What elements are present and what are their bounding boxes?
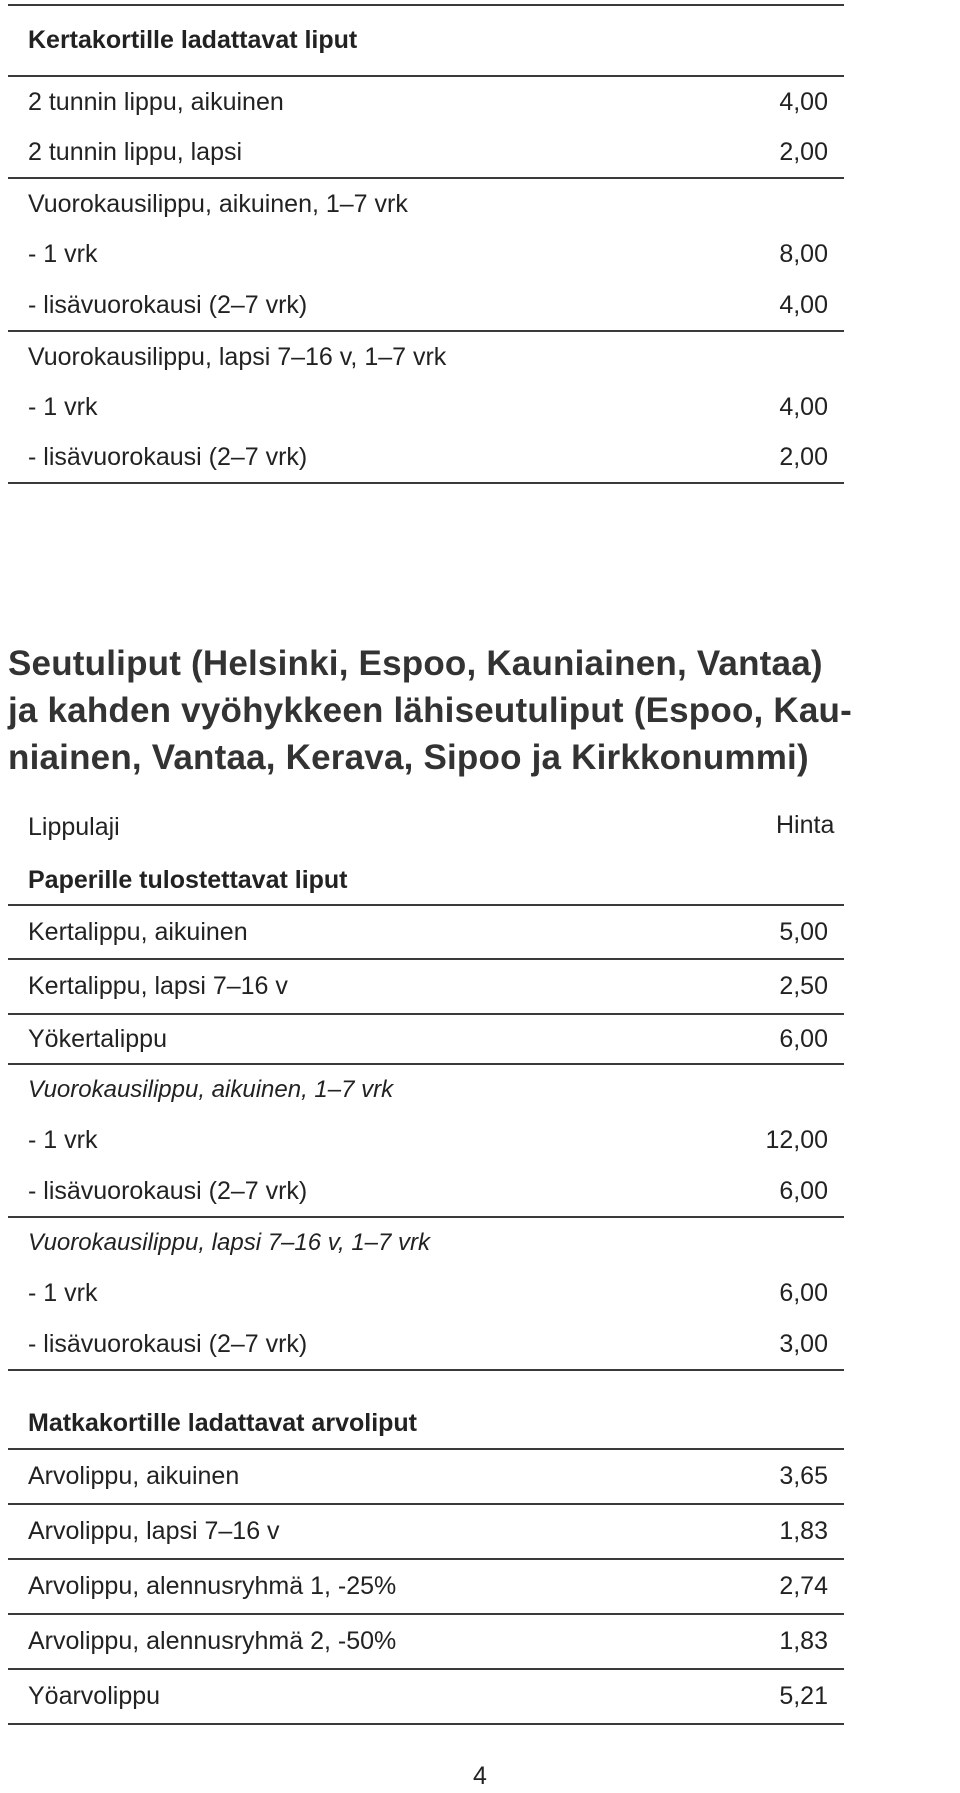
paper-tickets-table: [8, 856, 844, 1371]
row-label: Vuorokausilippu, aikuinen, 1–7 vrk: [28, 1076, 394, 1103]
row-label: - lisävuorokausi (2–7 vrk): [28, 290, 308, 319]
column-label-price: Hinta: [776, 811, 835, 839]
row-label: Yökertalippu: [28, 1024, 167, 1053]
price-row: [8, 960, 844, 1013]
row-price: 4,00: [779, 87, 828, 116]
price-row: [8, 382, 844, 432]
row-price: 5,21: [779, 1682, 828, 1710]
row-label: 2 tunnin lippu, aikuinen: [28, 87, 284, 116]
price-row: [8, 1670, 844, 1723]
row-label: - 1 vrk: [28, 1126, 98, 1154]
price-row: [8, 1319, 844, 1369]
row-price: 2,50: [779, 972, 828, 1000]
row-price: 5,00: [779, 917, 828, 946]
row-price: 12,00: [765, 1126, 828, 1154]
section-heading: Paperille tulostettavat liput: [28, 865, 348, 894]
row-price: 4,00: [779, 290, 828, 319]
row-label: Kertalippu, lapsi 7–16 v: [28, 972, 288, 1000]
row-price: 8,00: [779, 240, 828, 268]
row-price: 2,00: [779, 137, 828, 166]
price-row: [8, 77, 844, 127]
row-label: 2 tunnin lippu, lapsi: [28, 137, 243, 166]
row-label: Arvolippu, alennusryhmä 1, -25%: [28, 1572, 397, 1600]
row-label: Arvolippu, lapsi 7–16 v: [28, 1517, 280, 1545]
group-row: [8, 1218, 844, 1268]
table-rule: [8, 1723, 844, 1725]
row-label: - 1 vrk: [28, 392, 98, 421]
row-label: - 1 vrk: [28, 240, 98, 268]
price-row: [8, 127, 844, 177]
price-row: [8, 1115, 844, 1166]
row-label: Arvolippu, aikuinen: [28, 1462, 240, 1490]
row-label: Yöarvolippu: [28, 1682, 161, 1710]
row-label: - lisävuorokausi (2–7 vrk): [28, 442, 308, 471]
row-label: Vuorokausilippu, aikuinen, 1–7 vrk: [28, 189, 408, 218]
price-row: [8, 280, 844, 330]
travel-card-value-table: [8, 1398, 844, 1725]
price-row: [8, 1015, 844, 1063]
row-label: - lisävuorokausi (2–7 vrk): [28, 1176, 308, 1205]
price-row: [8, 1505, 844, 1558]
page-number: 4: [473, 1762, 487, 1790]
group-row: [8, 1065, 844, 1115]
row-price: 6,00: [779, 1176, 828, 1205]
row-price: 2,74: [779, 1572, 828, 1600]
row-price: 2,00: [779, 442, 828, 471]
row-label: Vuorokausilippu, lapsi 7–16 v, 1–7 vrk: [28, 1229, 431, 1256]
title-line: ja kahden vyöhykkeen lähiseutuliput (Espoo, Kau-: [8, 691, 852, 730]
title-line: Seutuliput (Helsinki, Espoo, Kauniainen, Vantaa): [8, 644, 823, 683]
row-label: - lisävuorokausi (2–7 vrk): [28, 1329, 308, 1358]
row-label: Kertalippu, aikuinen: [28, 917, 248, 946]
price-row: [8, 1615, 844, 1668]
table-rule: [8, 482, 844, 484]
kertakortti-table: [8, 4, 844, 484]
price-row: [8, 1560, 844, 1613]
group-row: [8, 179, 844, 229]
group-row: [8, 332, 844, 382]
column-label-type: Lippulaji: [28, 813, 120, 841]
price-row: [8, 229, 844, 280]
row-label: - 1 vrk: [28, 1279, 98, 1307]
row-price: 3,65: [779, 1462, 828, 1490]
price-row: [8, 1268, 844, 1319]
title-line: niainen, Vantaa, Kerava, Sipoo ja Kirkkonummi): [8, 738, 809, 777]
price-row: [8, 906, 844, 958]
row-price: 6,00: [779, 1279, 828, 1307]
table-rule: [8, 1369, 844, 1371]
section-heading: Kertakortille ladattavat liput: [28, 26, 358, 54]
section-title: [8, 640, 948, 781]
row-label: Vuorokausilippu, lapsi 7–16 v, 1–7 vrk: [28, 342, 447, 371]
price-row: [8, 1450, 844, 1503]
row-price: 1,83: [779, 1517, 828, 1545]
section-heading: Matkakortille ladattavat arvoliput: [28, 1408, 418, 1437]
price-row: [8, 432, 844, 482]
row-price: 6,00: [779, 1024, 828, 1053]
row-price: 4,00: [779, 392, 828, 421]
row-price: 3,00: [779, 1329, 828, 1358]
row-label: Arvolippu, alennusryhmä 2, -50%: [28, 1627, 397, 1655]
row-price: 1,83: [779, 1627, 828, 1655]
price-row: [8, 1166, 844, 1216]
